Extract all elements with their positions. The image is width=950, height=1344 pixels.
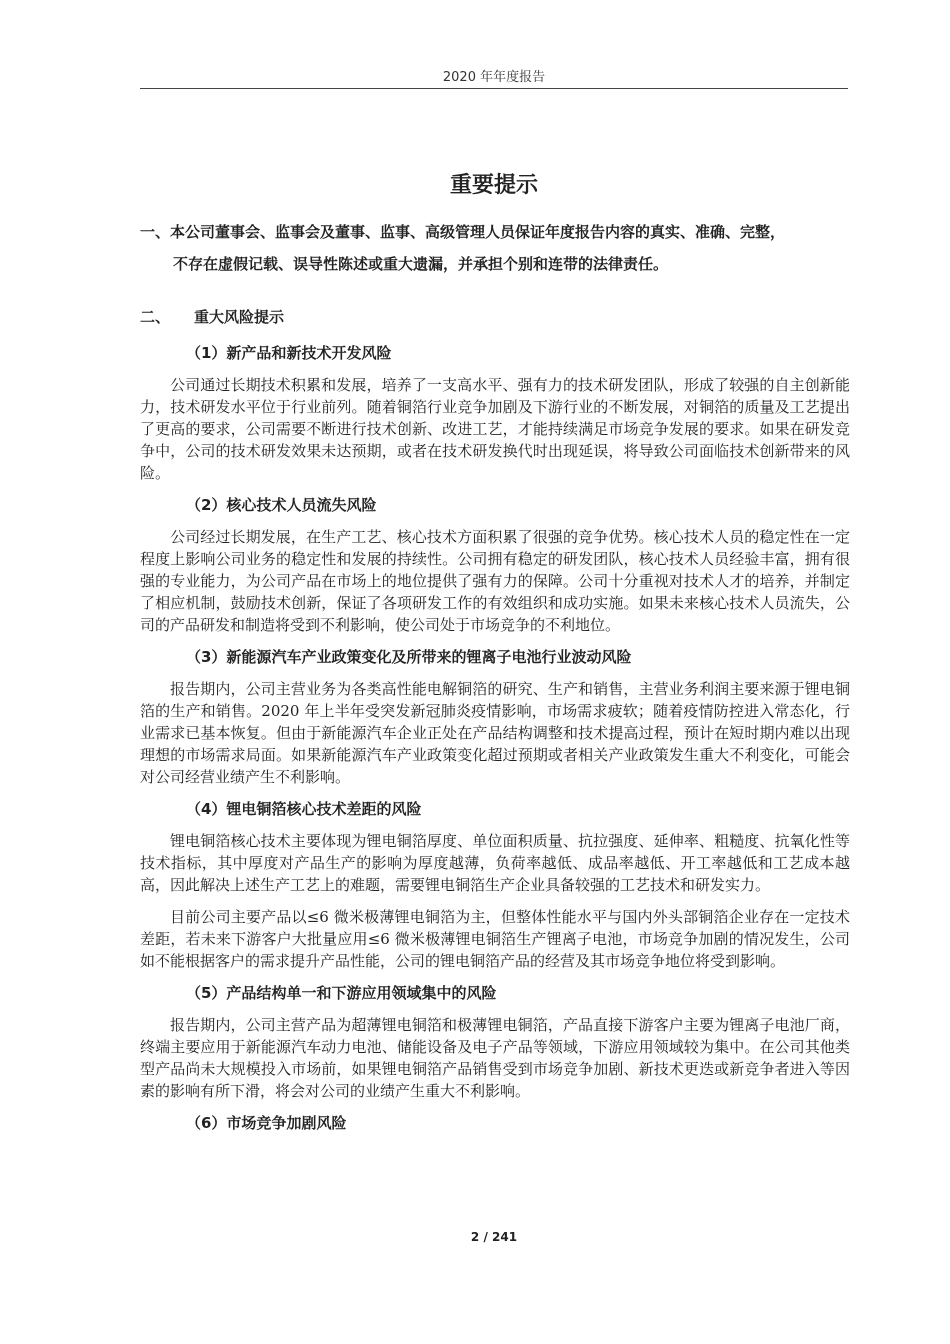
risk-paragraph-3: 报告期内，公司主营业务为各类高性能电解铜箔的研究、生产和销售，主营业务利润主要来源于锂电铜箔的生产和销售。2020 年上半年受突发新冠肺炎疫情影响，市场需求疲软；随着疫情防控进入常态化，行业需求已基本恢复。但由于新能源汽车企业正处在产品结构调整和技术提高过程，预计在短时期内难以出现理想的市场需求局面。如果新能源汽车产业政策变化超过预期或者相关产业政策发生重大不利变化，可能会对公司经营业绩产生不利影响。	[140, 680, 850, 786]
risk-heading-3: （3）新能源汽车产业政策变化及所带来的锂离子电池行业波动风险	[186, 648, 632, 666]
section-title: 重大风险提示	[194, 308, 285, 326]
notice-statement	[140, 216, 850, 280]
risk-heading-1: （1）新产品和新技术开发风险	[186, 344, 392, 362]
risk-paragraph-5: 报告期内，公司主营产品为超薄锂电铜箔和极薄锂电铜箔，产品直接下游客户主要为锂离子电池厂商，终端主要应用于新能源汽车动力电池、储能设备及电子产品等领域，下游应用领域较为集中。在公司其他类型产品尚未大规模投入市场前，如果锂电铜箔产品销售受到市场竞争加剧、新技术更迭或新竞争者进入等因素的影响有所下滑，将会对公司的业绩产生重大不利影响。	[140, 1016, 850, 1100]
risk-heading-4: （4）锂电铜箔核心技术差距的风险	[186, 800, 422, 818]
section-heading	[140, 306, 284, 327]
page-header: 2020 年年度报告	[442, 70, 546, 85]
risk-paragraph-2: 公司经过长期发展，在生产工艺、核心技术方面积累了很强的竞争优势。核心技术人员的稳定性在一定程度上影响公司业务的稳定性和发展的持续性。公司拥有稳定的研发团队，核心技术人员经验丰富，拥有很强的专业能力，为公司产品在市场上的地位提供了强有力的保障。公司十分重视对技术人才的培养，并制定了相应机制，鼓励技术创新，保证了各项研发工作的有效组织和成功实施。如果未来核心技术人员流失，公司的产品研发和制造将受到不利影响，使公司处于市场竞争的不利地位。	[140, 528, 850, 634]
risk-paragraph-4b: 目前公司主要产品以≤6 微米极薄锂电铜箔为主，但整体性能水平与国内外头部铜箔企业存在一定技术差距，若未来下游客户大批量应用≤6 微米极薄锂电铜箔生产锂离子电池，市场竞争加剧的情况发生，公司如不能根据客户的需求提升产品性能，公司的锂电铜箔产品的经营及其市场竞争地位将受到影响。	[140, 908, 850, 970]
risk-heading-6: （6）市场竞争加剧风险	[186, 1114, 347, 1132]
section-number: 二、	[140, 308, 171, 326]
risk-heading-2: （2）核心技术人员流失风险	[186, 496, 377, 514]
header-divider	[140, 88, 848, 89]
risk-paragraph-1: 公司通过长期技术积累和发展，培养了一支高水平、强有力的技术研发团队，形成了较强的自主创新能力，技术研发水平位于行业前列。随着铜箔行业竞争加剧及下游行业的不断发展，对铜箔的质量及工艺提出了更高的要求，公司需要不断进行技术创新、改进工艺，才能持续满足市场竞争发展的要求。如果在研发竞争中，公司的技术研发效果未达预期，或者在技术研发换代时出现延误，将导致公司面临技术创新带来的风险。	[140, 376, 850, 482]
risk-heading-5: （5）产品结构单一和下游应用领域集中的风险	[186, 984, 497, 1002]
page-title: 重要提示	[449, 173, 538, 198]
page-number: 2 / 241	[470, 1230, 518, 1244]
notice-line-1: 一、本公司董事会、监事会及董事、监事、高级管理人员保证年度报告内容的真实、准确、完整，	[140, 223, 786, 241]
risk-paragraph-4a: 锂电铜箔核心技术主要体现为锂电铜箔厚度、单位面积质量、抗拉强度、延伸率、粗糙度、抗氧化性等技术指标，其中厚度对产品生产的影响为厚度越薄，负荷率越低、成品率越低、开工率越低和工艺成本越高，因此解决上述生产工艺上的难题，需要锂电铜箔生产企业具备较强的工艺技术和研发实力。	[140, 832, 850, 894]
notice-line-2: 不存在虚假记载、误导性陈述或重大遗漏，并承担个别和连带的法律责任。	[173, 255, 669, 273]
risk-list	[140, 342, 850, 1144]
